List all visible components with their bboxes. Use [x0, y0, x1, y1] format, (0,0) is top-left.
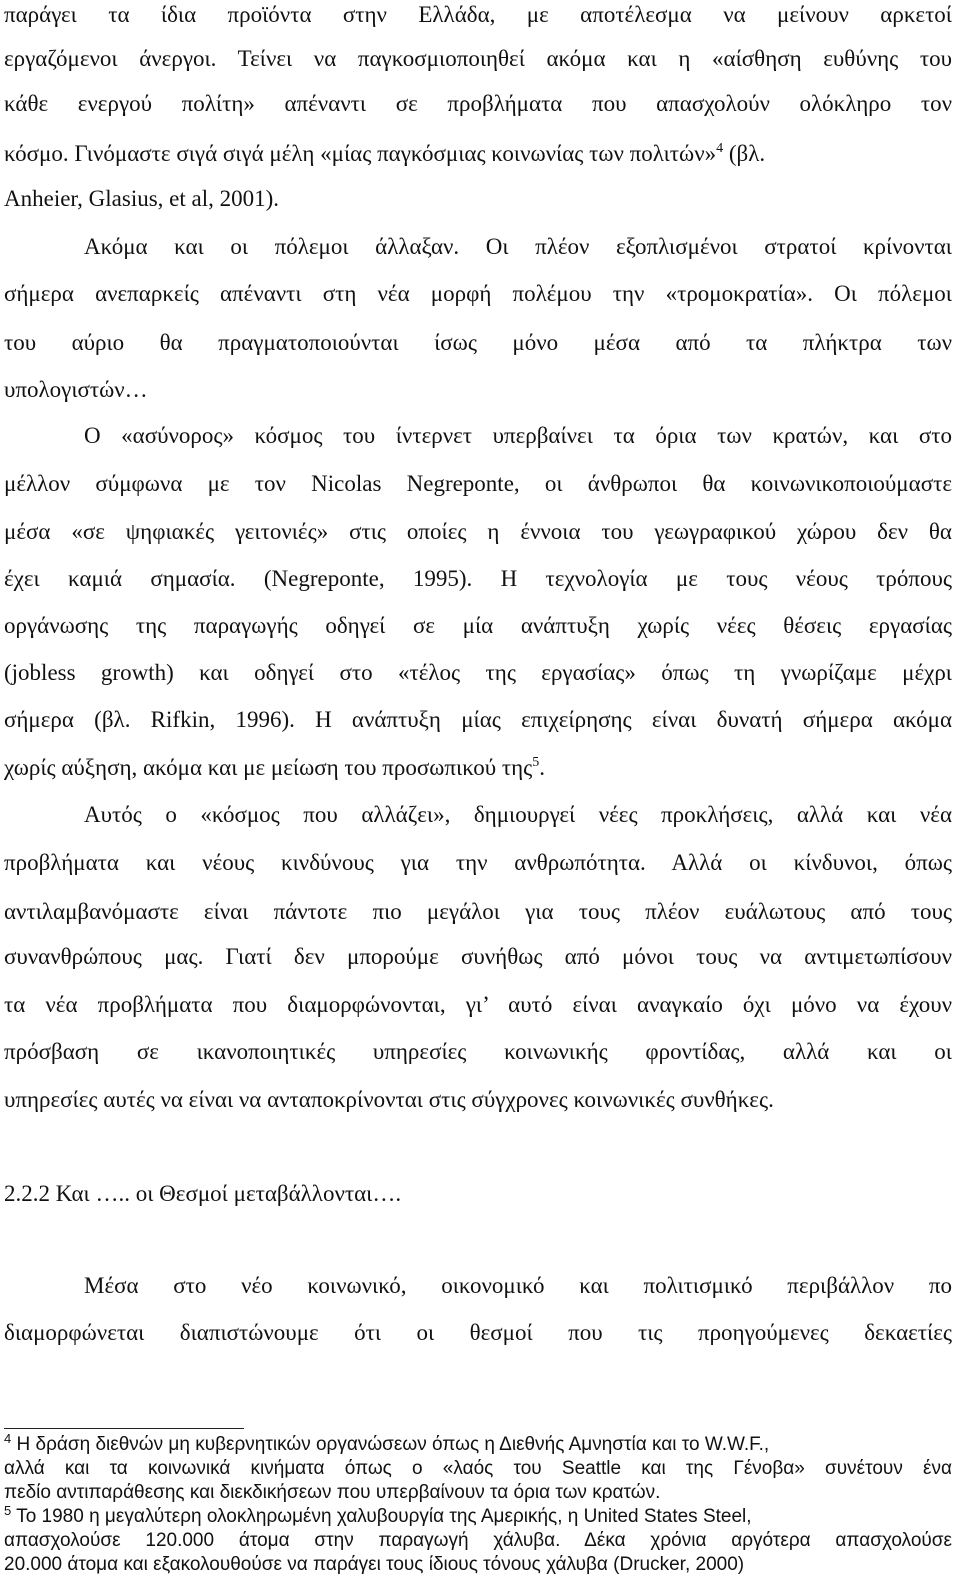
body-line: υπηρεσίες αυτές να είναι να ανταποκρίνονται στις σύγχρονες κοινωνικές συνθήκες. [4, 1087, 774, 1112]
body-line: κάθε ενεργού πολίτη» απέναντι σε προβλήματα που απασχολούν ολόκληρο τον [4, 91, 952, 116]
body-line: συνανθρώπους μας. Γιατί δεν μπορούμε συνήθως από μόνοι τους να αντιμετωπίσουν [4, 944, 952, 969]
body-line: εργαζόμενοι άνεργοι. Τείνει να παγκοσμιοποιηθεί ακόμα και η «αίσθηση ευθύνης του [4, 46, 952, 71]
body-text: . [539, 755, 546, 780]
body-line: του αύριο θα πραγματοποιούνται ίσως μόνο μέσα από τα πλήκτρα των [4, 330, 952, 355]
body-line: Ο «ασύνορος» κόσμος του ίντερνετ υπερβαίνει τα όρια των κρατών, και στο [84, 423, 952, 448]
body-line: τα νέα προβλήματα που διαμορφώνονται, γι’ αυτό είναι αναγκαίο όχι μόνο να έχουν [4, 992, 952, 1017]
body-line [4, 139, 952, 169]
footnote-text: Το 1980 η μεγαλύτερη ολοκληρωμένη χαλυβουργία της Αμερικής, η United States Steel, [11, 1506, 752, 1527]
body-text: χωρίς αύξηση, ακόμα και με μείωση του προσωπικού της [4, 755, 533, 780]
body-line: μέλλον σύμφωνα με τον Nicolas Negreponte, οι άνθρωποι θα κοινωνικοποιούμαστε [4, 471, 952, 496]
body-line: πρόσβαση σε ικανοποιητικές υπηρεσίες κοινωνικής φροντίδας, αλλά και οι [4, 1039, 952, 1064]
body-line: Anheier, Glasius, et al, 2001). [4, 186, 280, 211]
footnote-ref: 5 [532, 755, 540, 770]
body-line: μέσα «σε ψηφιακές γειτονιές» στις οποίες η έννοια του γεωγραφικού χώρου δεν θα [4, 519, 952, 544]
footnote-line: αλλά και τα κοινωνικά κινήματα όπως ο «λαός του Seattle και της Γένοβα» συνέτουν ένα [4, 1458, 952, 1479]
body-text: (βλ. [723, 141, 766, 166]
footnote-separator [4, 1428, 244, 1429]
footnote-line: πεδίο αντιπαράθεσης και διεκδικήσεων που υπερβαίνουν τα όρια των κρατών. [4, 1482, 661, 1503]
body-line: (jobless growth) και οδηγεί στο «τέλος της εργασίας» όπως τη γνωρίζαμε μέχρι [4, 660, 952, 685]
footnote-text: Η δράση διεθνών μη κυβερνητικών οργανώσεων όπως η Διεθνής Αμνηστία και το W.W.F., [11, 1434, 770, 1455]
footnote-line [4, 1433, 952, 1457]
body-line: προβλήματα και νέους κινδύνους για την ανθρωπότητα. Αλλά οι κίνδυνοι, όπως [4, 850, 952, 875]
body-line: οργάνωσης της παραγωγής οδηγεί σε μία ανάπτυξη χωρίς νέες θέσεις εργασίας [4, 613, 952, 638]
body-line: σήμερα ανεπαρκείς απέναντι στη νέα μορφή πολέμου την «τρομοκρατία». Οι πόλεμοι [4, 281, 952, 306]
body-line [4, 753, 952, 783]
body-line: Αυτός ο «κόσμος που αλλάζει», δημιουργεί νέες προκλήσεις, αλλά και νέα [84, 802, 952, 827]
body-line: Ακόμα και οι πόλεμοι άλλαξαν. Οι πλέον εξοπλισμένοι στρατοί κρίνονται [84, 234, 952, 259]
body-line: παράγει τα ίδια προϊόντα στην Ελλάδα, με αποτέλεσμα να μείνουν αρκετοί [4, 2, 952, 27]
footnote-number: 4 [4, 1431, 12, 1446]
footnote-line: 20.000 άτομα και εξακολουθούσε να παράγει τους ίδιους τόνους χάλυβα (Drucker, 2000) [4, 1554, 745, 1575]
footnote-number: 5 [4, 1503, 12, 1518]
body-line: αντιλαμβανόμαστε είναι πάντοτε πιο μεγάλοι για τους πλέον ευάλωτους από τους [4, 899, 952, 924]
body-line: διαμορφώνεται διαπιστώνουμε ότι οι θεσμοί που τις προηγούμενες δεκαετίες [4, 1320, 952, 1345]
body-line: υπολογιστών… [4, 377, 148, 402]
body-text: κόσμο. Γινόμαστε σιγά σιγά μέλη «μίας παγκόσμιας κοινωνίας των πολιτών» [4, 141, 717, 166]
body-line: έχει καμιά σημασία. (Negreponte, 1995). Η τεχνολογία με τους νέους τρόπους [4, 566, 952, 591]
section-heading: 2.2.2 Και ….. οι Θεσμοί μεταβάλλονται…. [4, 1181, 402, 1206]
footnote-line [4, 1505, 952, 1529]
body-line: Μέσα στο νέο κοινωνικό, οικονομικό και πολιτισμικό περιβάλλον πο [84, 1273, 952, 1298]
footnote-ref: 4 [716, 141, 724, 156]
footnote-line: απασχολούσε 120.000 άτομα στην παραγωγή χάλυβα. Δέκα χρόνια αργότερα απασχολούσε [4, 1530, 952, 1551]
body-line: σήμερα (βλ. Rifkin, 1996). Η ανάπτυξη μίας επιχείρησης είναι δυνατή σήμερα ακόμα [4, 707, 952, 732]
